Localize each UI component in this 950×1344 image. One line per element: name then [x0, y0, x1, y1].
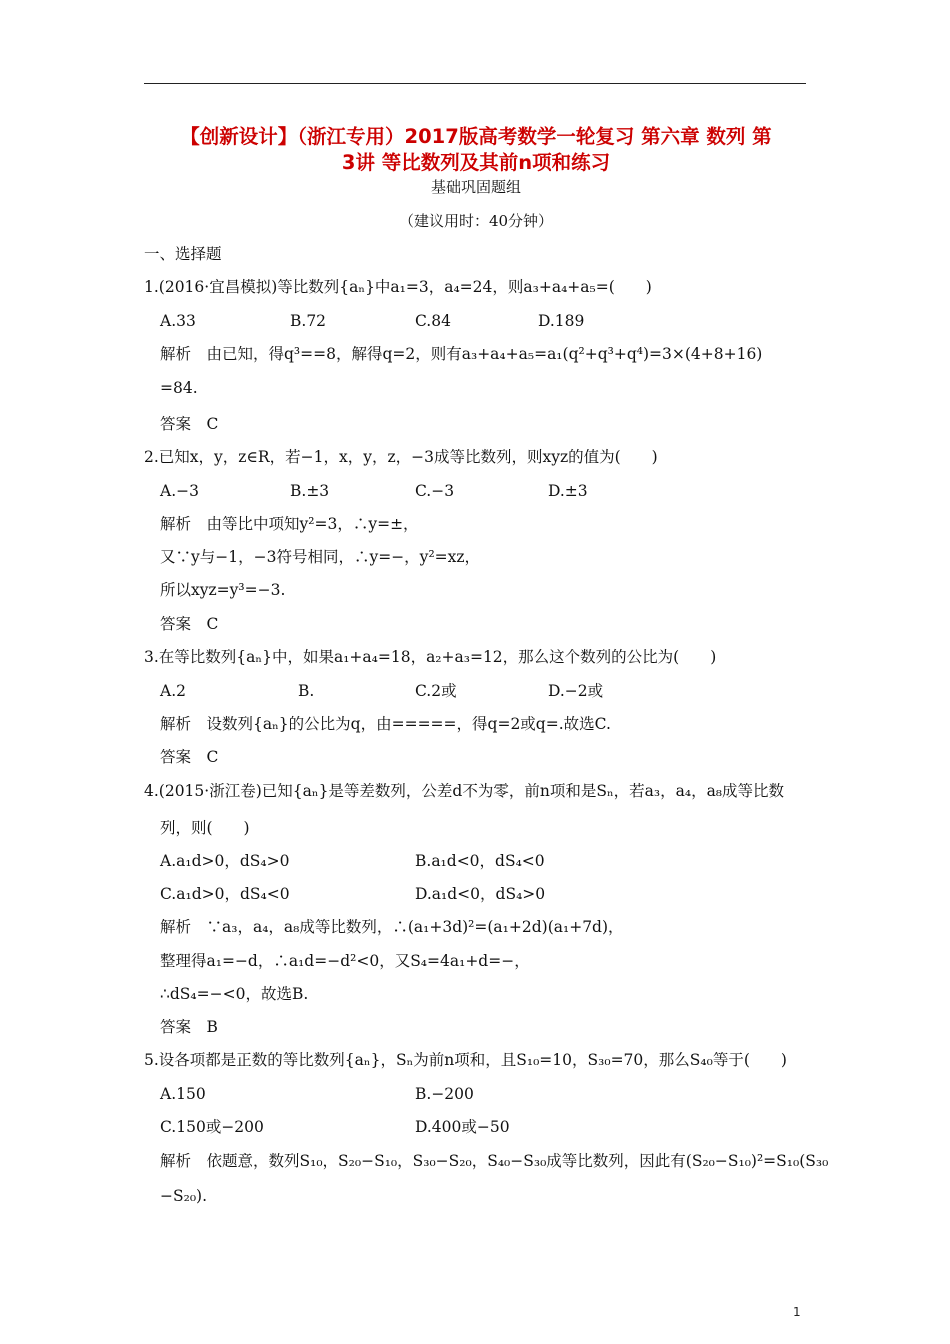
- q2-option-d: D.±3: [548, 482, 588, 500]
- q3-option-b: B.: [298, 682, 315, 700]
- q1-option-a: A.33: [160, 312, 196, 330]
- q2-analysis-line-1: 解析 由等比中项知y²=3，∴y=±，: [160, 515, 419, 533]
- q4-stem-line-1: 4.(2015·浙江卷)已知{aₙ}是等差数列，公差d不为零，前n项和是Sₙ，若a₃，a₄，a₈成等比数: [144, 782, 785, 800]
- q3-option-c: C.2或: [415, 682, 457, 700]
- q2-analysis-line-3: 所以xyz=y³=−3.: [160, 581, 286, 599]
- q5-analysis-line-2: −S₂₀).: [160, 1187, 208, 1205]
- q1-analysis-line-1: 解析 由已知，得q³==8，解得q=2，则有a₃+a₄+a₅=a₁(q²+q³+q⁴)=3×(4+8+16): [160, 345, 763, 363]
- q4-analysis-line-2: 整理得a₁=−d，∴a₁d=−d²<0，又S₄=4a₁+d=−，: [160, 952, 530, 970]
- q5-option-a: A.150: [160, 1085, 206, 1103]
- q2-option-c: C.−3: [415, 482, 455, 500]
- q5-option-c: C.150或−200: [160, 1118, 264, 1136]
- q1-analysis-line-2: =84.: [160, 379, 198, 397]
- q2-answer: 答案 C: [160, 615, 219, 633]
- q1-option-b: B.72: [290, 312, 327, 330]
- title-line-1: 【创新设计】（浙江专用）2017版高考数学一轮复习 第六章 数列 第: [180, 125, 772, 148]
- q3-option-a: A.2: [160, 682, 186, 700]
- q4-analysis-line-1: 解析 ∵a₃，a₄，a₈成等比数列，∴(a₁+3d)²=(a₁+2d)(a₁+7d)，: [160, 918, 624, 936]
- q3-answer: 答案 C: [160, 748, 219, 766]
- q4-stem-line-2: 列，则( ): [160, 819, 250, 837]
- header-rule: [144, 83, 806, 84]
- q1-answer: 答案 C: [160, 415, 219, 433]
- q4-option-d: D.a₁d<0，dS₄>0: [415, 885, 546, 903]
- time-note: （建议用时：40分钟）: [398, 212, 554, 230]
- q2-option-b: B.±3: [290, 482, 330, 500]
- q1-option-c: C.84: [415, 312, 451, 330]
- q1-option-d: D.189: [538, 312, 585, 330]
- document-title: [144, 124, 808, 176]
- subtitle: 基础巩固题组: [430, 178, 521, 196]
- q3-stem: 3.在等比数列{aₙ}中，如果a₁+a₄=18，a₂+a₃=12，那么这个数列的公比为( ): [144, 648, 717, 666]
- q2-stem: 2.已知x，y，z∈R，若−1，x，y，z，−3成等比数列，则xyz的值为( ): [144, 448, 658, 466]
- q3-option-d: D.−2或: [548, 682, 604, 700]
- q4-option-a: A.a₁d>0，dS₄>0: [160, 852, 290, 870]
- q4-answer: 答案 B: [160, 1018, 218, 1036]
- q4-option-c: C.a₁d>0，dS₄<0: [160, 885, 290, 903]
- q5-option-d: D.400或−50: [415, 1118, 510, 1136]
- q2-analysis-line-2: 又∵y与−1，−3符号相同，∴y=−，y²=xz，: [160, 548, 481, 566]
- q2-option-a: A.−3: [160, 482, 199, 500]
- q5-stem: 5.设各项都是正数的等比数列{aₙ}，Sₙ为前n项和，且S₁₀=10，S₃₀=70，那么S₄₀等于( ): [144, 1051, 787, 1069]
- q5-option-b: B.−200: [415, 1085, 474, 1103]
- q4-analysis-line-3: ∴dS₄=−<0，故选B.: [160, 985, 309, 1003]
- section-heading: 一、选择题: [144, 245, 222, 263]
- q3-analysis-line-1: 解析 设数列{aₙ}的公比为q，由=====，得q=2或q=.故选C.: [160, 715, 611, 733]
- title-line-2: 3讲 等比数列及其前n项和练习: [341, 151, 611, 174]
- q1-stem: 1.(2016·宜昌模拟)等比数列{aₙ}中a₁=3，a₄=24，则a₃+a₄+a₅=( ): [144, 278, 652, 296]
- page-number: 1: [793, 1305, 801, 1319]
- q5-analysis-line-1: 解析 依题意，数列S₁₀，S₂₀−S₁₀，S₃₀−S₂₀，S₄₀−S₃₀成等比数列，因此有(S₂₀−S₁₀)²=S₁₀(S₃₀: [160, 1152, 829, 1170]
- q4-option-b: B.a₁d<0，dS₄<0: [415, 852, 545, 870]
